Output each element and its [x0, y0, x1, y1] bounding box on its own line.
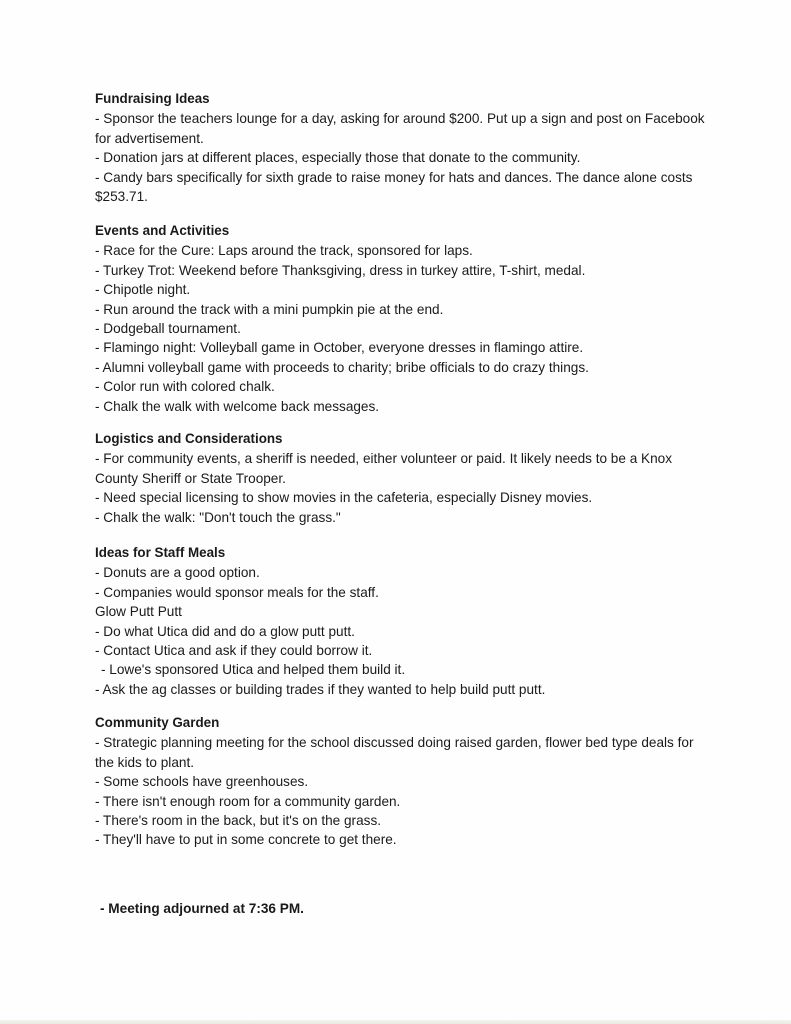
list-item: - Contact Utica and ask if they could borrow it.: [95, 643, 373, 659]
section-fundraising-ideas: [95, 89, 715, 206]
list-item: - Strategic planning meeting for the school discussed doing raised garden, flower bed type deals for the kids to plant.: [95, 735, 694, 770]
list-item: - Some schools have greenhouses.: [95, 774, 309, 790]
list-item: - Chipotle night.: [95, 282, 191, 298]
list-item: - Dodgeball tournament.: [95, 321, 241, 337]
section-events-and-activities: [95, 221, 715, 416]
list-item: - Candy bars specifically for sixth grade to raise money for hats and dances. The dance alone costs $253.71.: [95, 169, 693, 205]
list-item: - Chalk the walk with welcome back messages.: [95, 398, 380, 414]
list-item: - There's room in the back, but it's on the grass.: [95, 813, 382, 829]
list-item: - Alumni volleyball game with proceeds to charity; bribe officials to do crazy things.: [95, 359, 589, 375]
section-heading: Ideas for Staff Meals: [95, 545, 226, 560]
list-item: - Race for the Cure: Laps around the track, sponsored for laps.: [95, 243, 473, 259]
meeting-adjourned-note: - Meeting adjourned at 7:36 PM.: [100, 901, 304, 916]
list-item: - Companies would sponsor meals for the staff.: [95, 584, 379, 600]
section-community-garden: [95, 713, 715, 850]
section-heading: Fundraising Ideas: [95, 91, 210, 106]
list-item: - Flamingo night: Volleyball game in October, everyone dresses in flamingo attire.: [95, 340, 584, 356]
list-item: - Need special licensing to show movies in the cafeteria, especially Disney movies.: [95, 490, 593, 506]
list-item: - Ask the ag classes or building trades if they wanted to help build putt putt.: [95, 681, 546, 697]
list-item: - Color run with colored chalk.: [95, 379, 275, 395]
list-item: - Donation jars at different places, especially those that donate to the community.: [95, 150, 581, 166]
list-item: - For community events, a sheriff is needed, either volunteer or paid. It likely needs to be a Knox County Sheriff or State Trooper.: [95, 451, 673, 486]
list-item: - Chalk the walk: "Don't touch the grass.": [95, 509, 341, 525]
list-item: - Sponsor the teachers lounge for a day, asking for around $200. Put up a sign and post on Facebook for advertisement.: [95, 111, 705, 146]
list-item-indented: - Lowe's sponsored Utica and helped them build it.: [101, 662, 406, 678]
list-item: - Turkey Trot: Weekend before Thanksgiving, dress in turkey attire, T-shirt, medal.: [95, 262, 586, 278]
subheading-glow-putt-putt: Glow Putt Putt: [95, 604, 182, 620]
scan-edge-shadow: [0, 1020, 791, 1024]
section-heading: Events and Activities: [95, 223, 230, 238]
section-logistics-and-considerations: [95, 429, 715, 527]
section-heading: Community Garden: [95, 715, 220, 730]
list-item: - Donuts are a good option.: [95, 565, 260, 581]
list-item: - There isn't enough room for a community garden.: [95, 793, 401, 809]
section-heading: Logistics and Considerations: [95, 431, 283, 446]
list-item: - They'll have to put in some concrete to get there.: [95, 832, 397, 848]
section-ideas-for-staff-meals: [95, 543, 715, 699]
list-item: - Run around the track with a mini pumpkin pie at the end.: [95, 301, 444, 317]
list-item: - Do what Utica did and do a glow putt putt.: [95, 623, 355, 639]
